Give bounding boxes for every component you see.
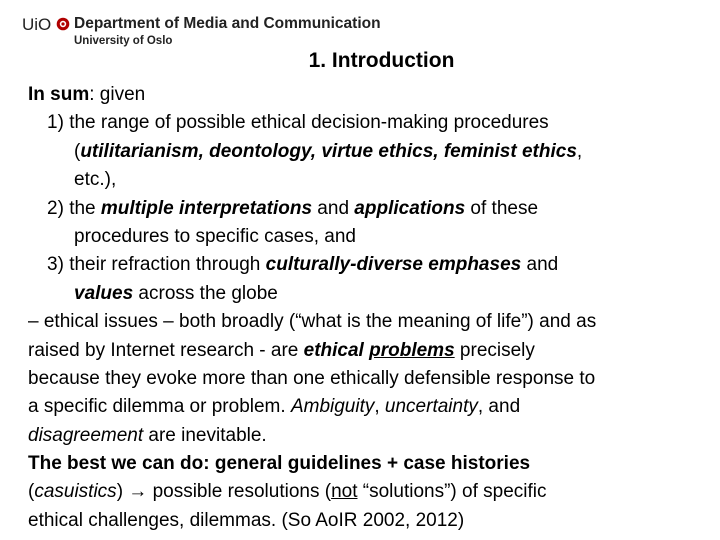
slide-body [28,81,708,535]
conclusion-line-2: raised by Internet research - are ethical problems precisely [28,339,535,361]
list-item-1-end: etc.), [74,169,117,191]
summary-line: In sum: given [28,84,146,105]
list-item-2-cont: procedures to specific cases, and [74,225,356,247]
slide-title: 1. Introduction [308,49,455,72]
conclusion-line-1: – ethical issues – both broadly (“what is the meaning of life”) and as [28,311,597,333]
list-item-1-cont: (utilitarianism, deontology, virtue ethics, feminist ethics, [74,140,583,162]
best-line-3: ethical challenges, dilemmas. (So AoIR 2002, 2012) [28,509,465,531]
uio-logo: UiO [22,15,52,34]
list-item-1: 1) the range of possible ethical decision-making procedures [47,112,549,134]
arrow-right-icon: → [128,481,148,503]
conclusion-line-4: a specific dilemma or problem. Ambiguity, uncertainty, and [28,396,521,418]
best-line-2: (casuistics) → possible resolutions (not “solutions”) of specific [28,481,547,503]
list-item-2: 2) the multiple interpretations and applications of these [47,197,539,219]
conclusion-line-3: because they evoke more than one ethically defensible response to [28,367,596,389]
list-item-3: 3) their refraction through culturally-diverse emphases and [47,254,559,276]
uio-seal-icon [56,17,70,31]
university-name: University of Oslo [74,35,173,47]
best-line-1: The best we can do: general guidelines + case histories [28,453,531,475]
summary-lead: In sum [28,84,90,105]
conclusion-line-5: disagreement are inevitable. [28,424,267,446]
department-name: Department of Media and Communication [74,15,381,32]
list-item-3-cont: values across the globe [74,282,278,304]
